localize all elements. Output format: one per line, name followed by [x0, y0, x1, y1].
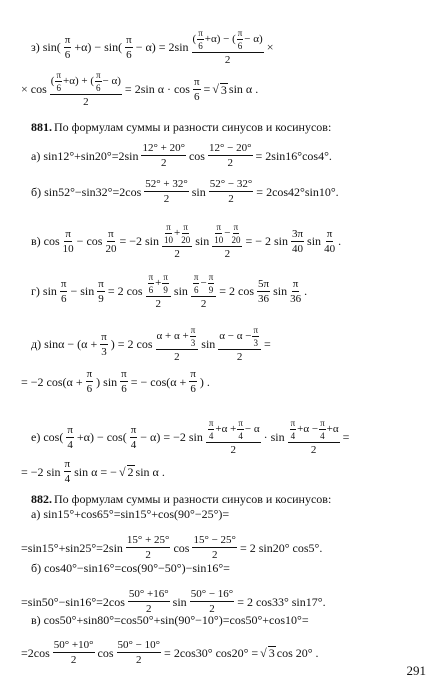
numerator: π — [98, 277, 104, 290]
text: sin — [172, 594, 187, 609]
line-882-a — [30, 508, 230, 520]
denominator: 6 — [96, 83, 101, 93]
numerator: 50° +10° — [53, 639, 94, 651]
line-882-b-2 — [20, 588, 327, 615]
fraction — [64, 458, 72, 485]
line-881-v — [30, 222, 342, 260]
denominator: 10 — [62, 242, 74, 255]
text: − — [224, 227, 231, 240]
denominator: 6 — [56, 83, 61, 93]
text: = 2 cos — [219, 284, 254, 298]
fraction — [53, 639, 95, 666]
text: =sin15°+sin25°=2sin — [21, 540, 123, 555]
text: sin — [201, 337, 216, 351]
text: sin α . — [228, 82, 259, 96]
problem-statement: По формулам суммы и разности синусов и косинусов: — [54, 120, 332, 134]
text: − sin — [70, 284, 95, 298]
problem-882-heading — [30, 493, 332, 505]
text: . — [304, 284, 308, 298]
fraction — [63, 228, 74, 255]
line-881-e-2 — [20, 458, 166, 485]
fraction — [252, 325, 259, 348]
text: =2cos — [21, 645, 50, 660]
line-881-g — [30, 272, 308, 310]
denominator: 6 — [64, 48, 71, 61]
fraction — [125, 34, 133, 61]
text: α + α + — [156, 330, 189, 343]
fraction — [156, 325, 199, 363]
text: − α) = −2 sin — [140, 430, 203, 444]
denominator: 2 — [230, 444, 236, 456]
text: − α — [244, 423, 260, 436]
fraction — [192, 28, 264, 66]
line-z-2 — [20, 70, 259, 108]
numerator: π — [193, 75, 200, 88]
text: =sin50°−sin16°=2cos — [21, 594, 125, 609]
fraction — [60, 278, 68, 305]
sqrt-symbol — [259, 647, 268, 659]
denominator: 9 — [208, 285, 214, 295]
fraction — [141, 142, 186, 169]
text: = −2 sin — [21, 464, 61, 479]
text: +α — [326, 423, 339, 436]
numerator: π — [198, 28, 203, 38]
text: а) sin12°+sin20°=2sin — [31, 148, 139, 163]
denominator: 2 — [209, 603, 215, 615]
text: = 2sin α · cos — [124, 82, 190, 96]
text: +α − — [297, 423, 319, 436]
numerator: π — [108, 227, 114, 240]
numerator: π — [320, 418, 325, 428]
text: +α) − cos( — [76, 430, 127, 444]
text: в) cos — [31, 234, 60, 248]
numerator: 52° + 32° — [145, 178, 188, 190]
text: = — [264, 337, 271, 351]
text: sin — [173, 284, 188, 298]
denominator: 40 — [324, 242, 336, 255]
numerator: π — [65, 227, 71, 240]
fraction — [97, 278, 105, 305]
text: = 2sin16°cos4°. — [255, 148, 332, 163]
numerator: π — [290, 418, 296, 428]
denominator: 40 — [292, 242, 304, 255]
denominator: 6 — [60, 292, 67, 305]
numerator: π — [130, 423, 137, 436]
denominator: 2 — [236, 351, 243, 363]
numerator: 52° − 32° — [209, 178, 253, 190]
numerator: π — [163, 272, 168, 282]
fraction — [290, 278, 301, 305]
text: sin α . — [135, 464, 165, 479]
text: = 2 cos — [107, 284, 143, 298]
numerator: π — [190, 325, 196, 335]
fraction — [209, 178, 254, 205]
text: sin — [195, 234, 210, 248]
text: = 2 sin20° cos5°. — [239, 540, 323, 555]
fraction — [144, 178, 189, 205]
numerator — [162, 222, 192, 247]
fraction — [50, 70, 122, 108]
numerator — [50, 70, 122, 95]
denominator: 4 — [290, 431, 296, 441]
fraction — [237, 28, 244, 51]
text: б) sin52°−sin32°=2cos — [31, 184, 142, 199]
text: − α) — [244, 33, 263, 46]
fraction — [146, 272, 171, 310]
numerator: π — [56, 70, 61, 80]
page-number: 291 — [406, 663, 426, 678]
fraction — [162, 272, 169, 295]
text: = −2 sin — [119, 234, 159, 248]
numerator: π — [86, 368, 93, 380]
text: cos — [188, 148, 205, 163]
text: sin α = − — [74, 464, 117, 479]
text: − α) = 2sin — [135, 40, 189, 54]
numerator: π — [233, 222, 239, 232]
denominator: 2 — [163, 193, 170, 205]
numerator — [206, 418, 261, 443]
denominator: 9 — [163, 285, 168, 295]
sqrt-symbol — [211, 83, 220, 95]
fraction — [218, 325, 261, 363]
text: . — [338, 234, 342, 248]
line-882-v — [30, 614, 310, 626]
text: = − 2 sin — [245, 234, 288, 248]
text: sin — [307, 234, 322, 248]
numerator: π — [326, 227, 333, 240]
numerator: π — [237, 28, 243, 38]
denominator: 4 — [208, 431, 214, 441]
sqrt-radicand: 3 — [220, 82, 227, 97]
numerator: π — [238, 418, 243, 428]
numerator — [192, 28, 264, 53]
fraction — [237, 418, 244, 441]
fraction — [100, 331, 108, 358]
denominator: 20 — [181, 235, 191, 245]
fraction — [117, 639, 162, 666]
text: = −2 cos(α + — [21, 374, 83, 389]
denominator: 6 — [194, 90, 200, 103]
denominator: 2 — [83, 96, 89, 108]
numerator: 12° − 20° — [208, 142, 252, 154]
numerator: π — [208, 418, 214, 428]
fraction — [319, 418, 326, 441]
fraction — [86, 368, 94, 395]
sqrt-radicand: 3 — [268, 646, 275, 660]
line-882-a-2 — [20, 534, 323, 561]
line-881-a — [30, 142, 333, 169]
text: = 2cos30° cos20° = — [164, 645, 259, 660]
numerator: π — [166, 222, 171, 232]
fraction — [128, 588, 170, 615]
text: − — [200, 277, 207, 290]
fraction — [190, 325, 197, 348]
fraction — [208, 418, 215, 441]
denominator: 2 — [228, 193, 234, 205]
numerator — [156, 325, 199, 350]
fraction — [288, 418, 340, 456]
numerator: 50° − 10° — [117, 639, 161, 651]
denominator: 4 — [67, 438, 73, 451]
text: +α) + ( — [62, 75, 94, 88]
numerator: π — [64, 33, 71, 46]
text: − cos — [76, 234, 103, 248]
text: ) = 2 cos — [110, 337, 153, 351]
denominator: 2 — [224, 54, 231, 66]
denominator: 3 — [101, 345, 107, 358]
denominator: 2 — [160, 157, 167, 169]
text: +α) − sin( — [74, 40, 123, 54]
text: е) cos( — [31, 430, 64, 444]
problem-881-heading — [30, 121, 332, 133]
numerator: π — [64, 458, 71, 470]
denominator: 2 — [174, 351, 180, 363]
fraction — [164, 222, 173, 245]
text: = — [203, 82, 211, 96]
denominator: 2 — [70, 654, 77, 666]
line-881-d-2 — [20, 368, 211, 395]
denominator: 10 — [163, 235, 173, 245]
denominator: 9 — [98, 292, 104, 305]
sqrt-radicand: 2 — [127, 465, 134, 479]
text: = − cos(α + — [130, 374, 187, 389]
fraction — [181, 222, 190, 245]
text: + — [173, 227, 181, 240]
text: α − α − — [219, 330, 252, 343]
text: × — [266, 40, 274, 54]
numerator: π — [193, 272, 199, 282]
sqrt-symbol — [118, 466, 127, 478]
fraction — [189, 368, 197, 395]
denominator: 4 — [320, 431, 325, 441]
numerator: π — [95, 70, 101, 80]
fraction — [257, 278, 270, 305]
fraction — [231, 222, 240, 245]
line-z-1 — [30, 28, 274, 66]
denominator: 20 — [231, 235, 241, 245]
denominator: 6 — [237, 41, 243, 51]
fraction — [324, 228, 335, 255]
numerator — [218, 325, 261, 350]
fraction — [212, 222, 242, 260]
text: +α + — [215, 423, 237, 436]
text: cos — [97, 645, 114, 660]
numerator: π — [253, 325, 259, 335]
denominator: 2 — [310, 444, 317, 456]
numerator: π — [190, 368, 196, 380]
text: в) cos50°+sin80°=cos50°+sin(90°−10°)=cos50°+cos10°= — [31, 613, 309, 627]
denominator: 10 — [214, 235, 224, 245]
text: +α) − ( — [204, 33, 236, 46]
denominator: 3 — [253, 338, 258, 348]
fraction — [130, 424, 138, 451]
denominator: 20 — [105, 242, 117, 255]
text: ) sin — [96, 374, 118, 389]
numerator: 15° − 25° — [193, 534, 236, 546]
text: г) sin — [31, 284, 57, 298]
fraction — [66, 424, 74, 451]
fraction — [148, 272, 155, 295]
numerator: 3π — [291, 227, 304, 240]
denominator: 2 — [174, 248, 180, 260]
numerator: π — [183, 222, 188, 232]
denominator: 3 — [190, 338, 196, 348]
fraction — [197, 28, 204, 51]
numerator: π — [101, 330, 107, 343]
fraction — [214, 222, 223, 245]
fraction — [126, 534, 171, 561]
numerator — [146, 272, 171, 297]
text: cos 20° . — [276, 645, 319, 660]
denominator: 4 — [130, 438, 137, 451]
fraction — [192, 534, 237, 561]
denominator: 2 — [146, 603, 152, 615]
text: з) sin( — [31, 40, 61, 54]
numerator: π — [121, 368, 127, 380]
text: = 2cos42°sin10°. — [256, 184, 339, 199]
denominator: 6 — [148, 285, 154, 295]
fraction — [95, 70, 102, 93]
denominator: 2 — [145, 549, 151, 561]
denominator: 2 — [136, 654, 142, 666]
line-882-b — [30, 562, 231, 574]
fraction — [208, 142, 253, 169]
denominator: 4 — [64, 473, 71, 485]
denominator: 6 — [86, 383, 93, 395]
line-881-b — [30, 178, 340, 205]
fraction — [120, 368, 128, 395]
numerator — [212, 222, 242, 247]
fraction — [193, 76, 201, 103]
numerator: π — [292, 277, 299, 290]
text: sin — [191, 184, 206, 199]
numerator: π — [148, 272, 154, 282]
denominator: 2 — [211, 549, 218, 561]
denominator: 2 — [200, 298, 207, 310]
denominator: 2 — [155, 298, 161, 310]
line-882-v-2 — [20, 639, 320, 666]
text: ( — [192, 33, 197, 46]
text: = — [342, 430, 350, 444]
denominator: 6 — [126, 48, 132, 61]
text: д) sinα − (α + — [31, 337, 98, 351]
text: = 2 cos33° sin17°. — [237, 594, 326, 609]
numerator: π — [67, 423, 73, 436]
fraction — [64, 34, 72, 61]
fraction — [190, 588, 235, 615]
numerator: 15° + 25° — [126, 534, 170, 546]
problem-number: 882. — [31, 492, 52, 506]
denominator: 36 — [258, 292, 270, 305]
text: · sin — [263, 430, 285, 444]
problem-number: 881. — [31, 120, 52, 134]
text: б) cos40°−sin16°=cos(90°−50°)−sin16°= — [31, 561, 230, 575]
numerator: π — [208, 272, 214, 282]
text: cos — [173, 540, 190, 555]
fraction — [55, 70, 62, 93]
denominator: 2 — [227, 157, 233, 169]
fraction — [191, 272, 216, 310]
denominator: 6 — [193, 285, 199, 295]
fraction — [208, 272, 215, 295]
text: sin — [273, 284, 288, 298]
line-881-e — [30, 418, 350, 456]
text: ) . — [199, 374, 210, 389]
denominator: 2 — [224, 248, 231, 260]
fraction — [105, 228, 116, 255]
numerator: 50° − 16° — [190, 588, 234, 600]
text: − α) — [102, 75, 121, 88]
fraction — [290, 418, 297, 441]
problem-statement: По формулам суммы и разности синусов и косинусов: — [54, 492, 332, 506]
denominator: 6 — [190, 383, 196, 395]
numerator: 50° +16° — [128, 588, 169, 600]
denominator: 6 — [121, 383, 127, 395]
numerator — [288, 418, 340, 443]
text: × cos — [21, 82, 47, 96]
numerator: 5π — [258, 277, 270, 290]
fraction — [206, 418, 261, 456]
fraction — [291, 228, 304, 255]
fraction — [193, 272, 200, 295]
denominator: 36 — [290, 292, 302, 305]
numerator — [191, 272, 216, 297]
line-881-d — [30, 325, 272, 363]
text: + — [155, 277, 162, 290]
numerator: π — [126, 33, 132, 46]
denominator: 4 — [238, 431, 243, 441]
fraction — [162, 222, 192, 260]
denominator: 6 — [198, 41, 203, 51]
numerator: π — [60, 277, 67, 290]
numerator: π — [216, 222, 221, 232]
text: ( — [50, 75, 55, 88]
text: а) sin15°+cos65°=sin15°+cos(90°−25°)= — [31, 507, 230, 521]
numerator: 12° + 20° — [142, 142, 185, 154]
